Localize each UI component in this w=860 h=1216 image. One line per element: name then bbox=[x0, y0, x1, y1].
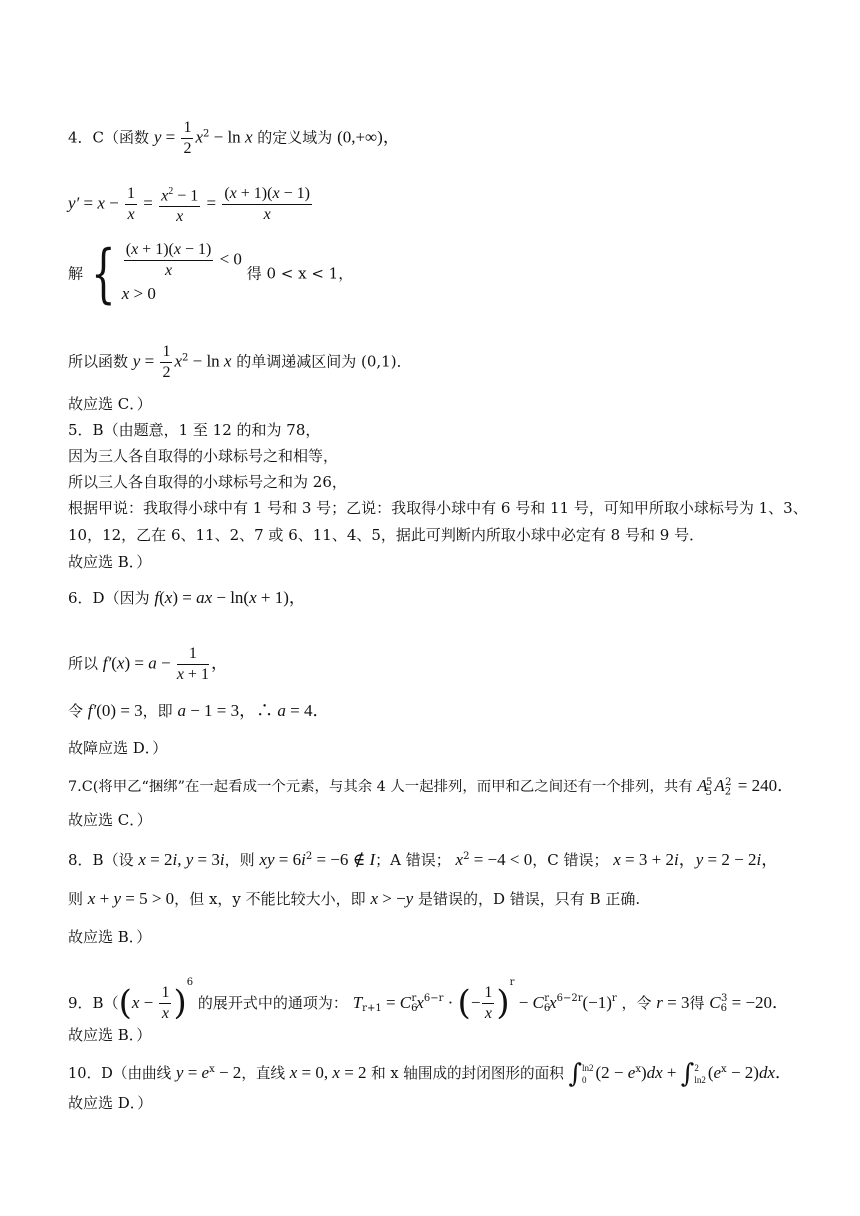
p4-derivative: y′ = x − $\frac{1}{x}$ = $\frac{x^2 - 1}{x}$ = $\frac{(x + 1)(x - 1)}{x}$ bbox=[68, 182, 314, 227]
p8-intro: 8．B（设 bbox=[68, 851, 134, 869]
p6-final: 故障应选 D．） bbox=[68, 739, 168, 757]
p10-text: ，直线 bbox=[241, 1064, 286, 1082]
p8-l2-tail: 是错误的，D 错误，只有 B 正确. bbox=[418, 890, 641, 908]
p8-line1: 8．B（设 x = 2i, y = 3i，则 xy = $6i^2 = -6$ ∉ I；A 错误； $x^2 = -4 < 0$，C 错误； x = 3 + 2i，y = 2 − 2i， bbox=[68, 850, 779, 869]
p4-solve-prefix: 解 bbox=[68, 264, 84, 283]
p10-text2: 和 x 轴围成的封闭图形的面积 bbox=[371, 1064, 564, 1082]
p4-conclusion: 所以函数 y = $\frac{1}{2}$ $x^2 - \ln x$ 的单调递减区间为 (0,1)． bbox=[68, 343, 412, 381]
p9-get: 得 bbox=[689, 994, 705, 1012]
p5-final: 故应选 B．） bbox=[68, 553, 152, 571]
p6-line2: 所以 f′(x) = a − $\frac{1}{x + 1}$ ， bbox=[68, 645, 228, 683]
p4-conclusion-prefix: 所以函数 bbox=[68, 352, 129, 371]
p5-line1: 5．B（由题意，1 至 12 的和为 78， bbox=[68, 421, 321, 439]
p8-c-wrong: ，C 错误； bbox=[532, 851, 609, 869]
p5-line2: 因为三人各自取得的小球标号之和相等， bbox=[68, 447, 339, 465]
p8-final: 故应选 B．） bbox=[68, 928, 152, 946]
p4-solve-result: 得 0 < x < 1， bbox=[246, 264, 354, 283]
p10-final: 故应选 D．） bbox=[68, 1094, 153, 1112]
p6-line1: 6．D（因为 f(x) = ax − ln(x + 1)， bbox=[68, 588, 306, 607]
p6-let-rest: ，即 bbox=[142, 702, 173, 720]
p6-so: 所以 bbox=[68, 654, 99, 673]
p4-domain-text: 的定义域为 bbox=[257, 128, 333, 147]
p6-line3: 令 f′(0) = 3，即 a − 1 = 3，∴ a = 4． bbox=[68, 701, 330, 720]
p5-line4: 根据甲说：我取得小球中有 1 号和 3 号；乙说：我取得小球中有 6 号和 11 号，可知甲所取小球标号为 1、3、 bbox=[68, 499, 808, 517]
p8-line2: 则 x + y = 5 > 0，但 x，y 不能比较大小，即 x > −y 是错误的，D 错误，只有 B 正确. bbox=[68, 889, 641, 908]
p5-line5: 10，12，乙在 6、11、2、7 或 6、11、4、5，据此可判断内所取小球中必定有 8 号和 9 号． bbox=[68, 526, 705, 544]
p10-line1: 10．D（由曲线 $y = e^x - 2$，直线 x = 0, x = 2 和 x 轴围成的封闭图形的面积 ∫ ln2 0 $(2 - e^x)dx$ + ∫ 2 ln2 $(e^x - 2)dx$． bbox=[68, 1058, 792, 1089]
p8-l2-text: ，但 x，y 不能比较大小，即 bbox=[174, 890, 366, 908]
p4-final: 故应选 C．） bbox=[68, 395, 152, 413]
p8-then: ，则 bbox=[224, 851, 255, 869]
p6-let: 令 bbox=[68, 702, 84, 720]
p4-line1: 4．C（函数 y = $\frac{1}{2}$ $x^2 - \ln x$ 的定义域为 (0,+∞)， bbox=[68, 119, 400, 157]
p4-domain-set: (0,+∞)， bbox=[337, 127, 400, 147]
p9-line1: 9．B（(x − $\frac{1}{x}$ )$^6$ 的展开式中的通项为： $T_{r+1} = C_6^rx^{6-r}$ · (− $\frac{1}{x}$ )$^r - C_6^rx^{6-2r}(-1)^r$ ，令 r = 3得 $C_6^3 = -20$． bbox=[68, 977, 790, 1023]
p6-intro: 6．D（因为 bbox=[68, 589, 150, 607]
p9-final: 故应选 B．） bbox=[68, 1026, 152, 1044]
p5-line3: 所以三人各自取得的小球标号之和为 26， bbox=[68, 473, 347, 491]
p8-l2-prefix: 则 bbox=[68, 890, 84, 908]
p9-let: ，令 bbox=[621, 994, 652, 1012]
p8-a-wrong: ；A 错误； bbox=[375, 851, 451, 869]
p4-solve: 解 { $\frac{(x + 1)(x - 1)}{x}$ < 0 x > 0 得 0 < x < 1， bbox=[68, 236, 354, 311]
p4-intro: 4．C（函数 bbox=[68, 128, 150, 147]
p7-text: 7.C(将甲乙“捆绑”在一起看成一个元素，与其余 4 人一起排列，而甲和乙之间还有一个排列，共有 bbox=[68, 778, 693, 795]
p4-conclusion-text: 的单调递减区间为 (0,1)． bbox=[236, 352, 412, 371]
p9-intro: 9．B（ bbox=[68, 994, 119, 1012]
p7-line1: 7.C(将甲乙“捆绑”在一起看成一个元素，与其余 4 人一起排列，而甲和乙之间还有一个排列，共有 $A_5^5$ $A_2^2 = 240$． bbox=[68, 775, 795, 798]
p10-intro: 10．D（由曲线 bbox=[68, 1064, 172, 1082]
p7-final: 故应选 C．） bbox=[68, 811, 152, 829]
p9-text: 的展开式中的通项为： bbox=[197, 994, 348, 1012]
